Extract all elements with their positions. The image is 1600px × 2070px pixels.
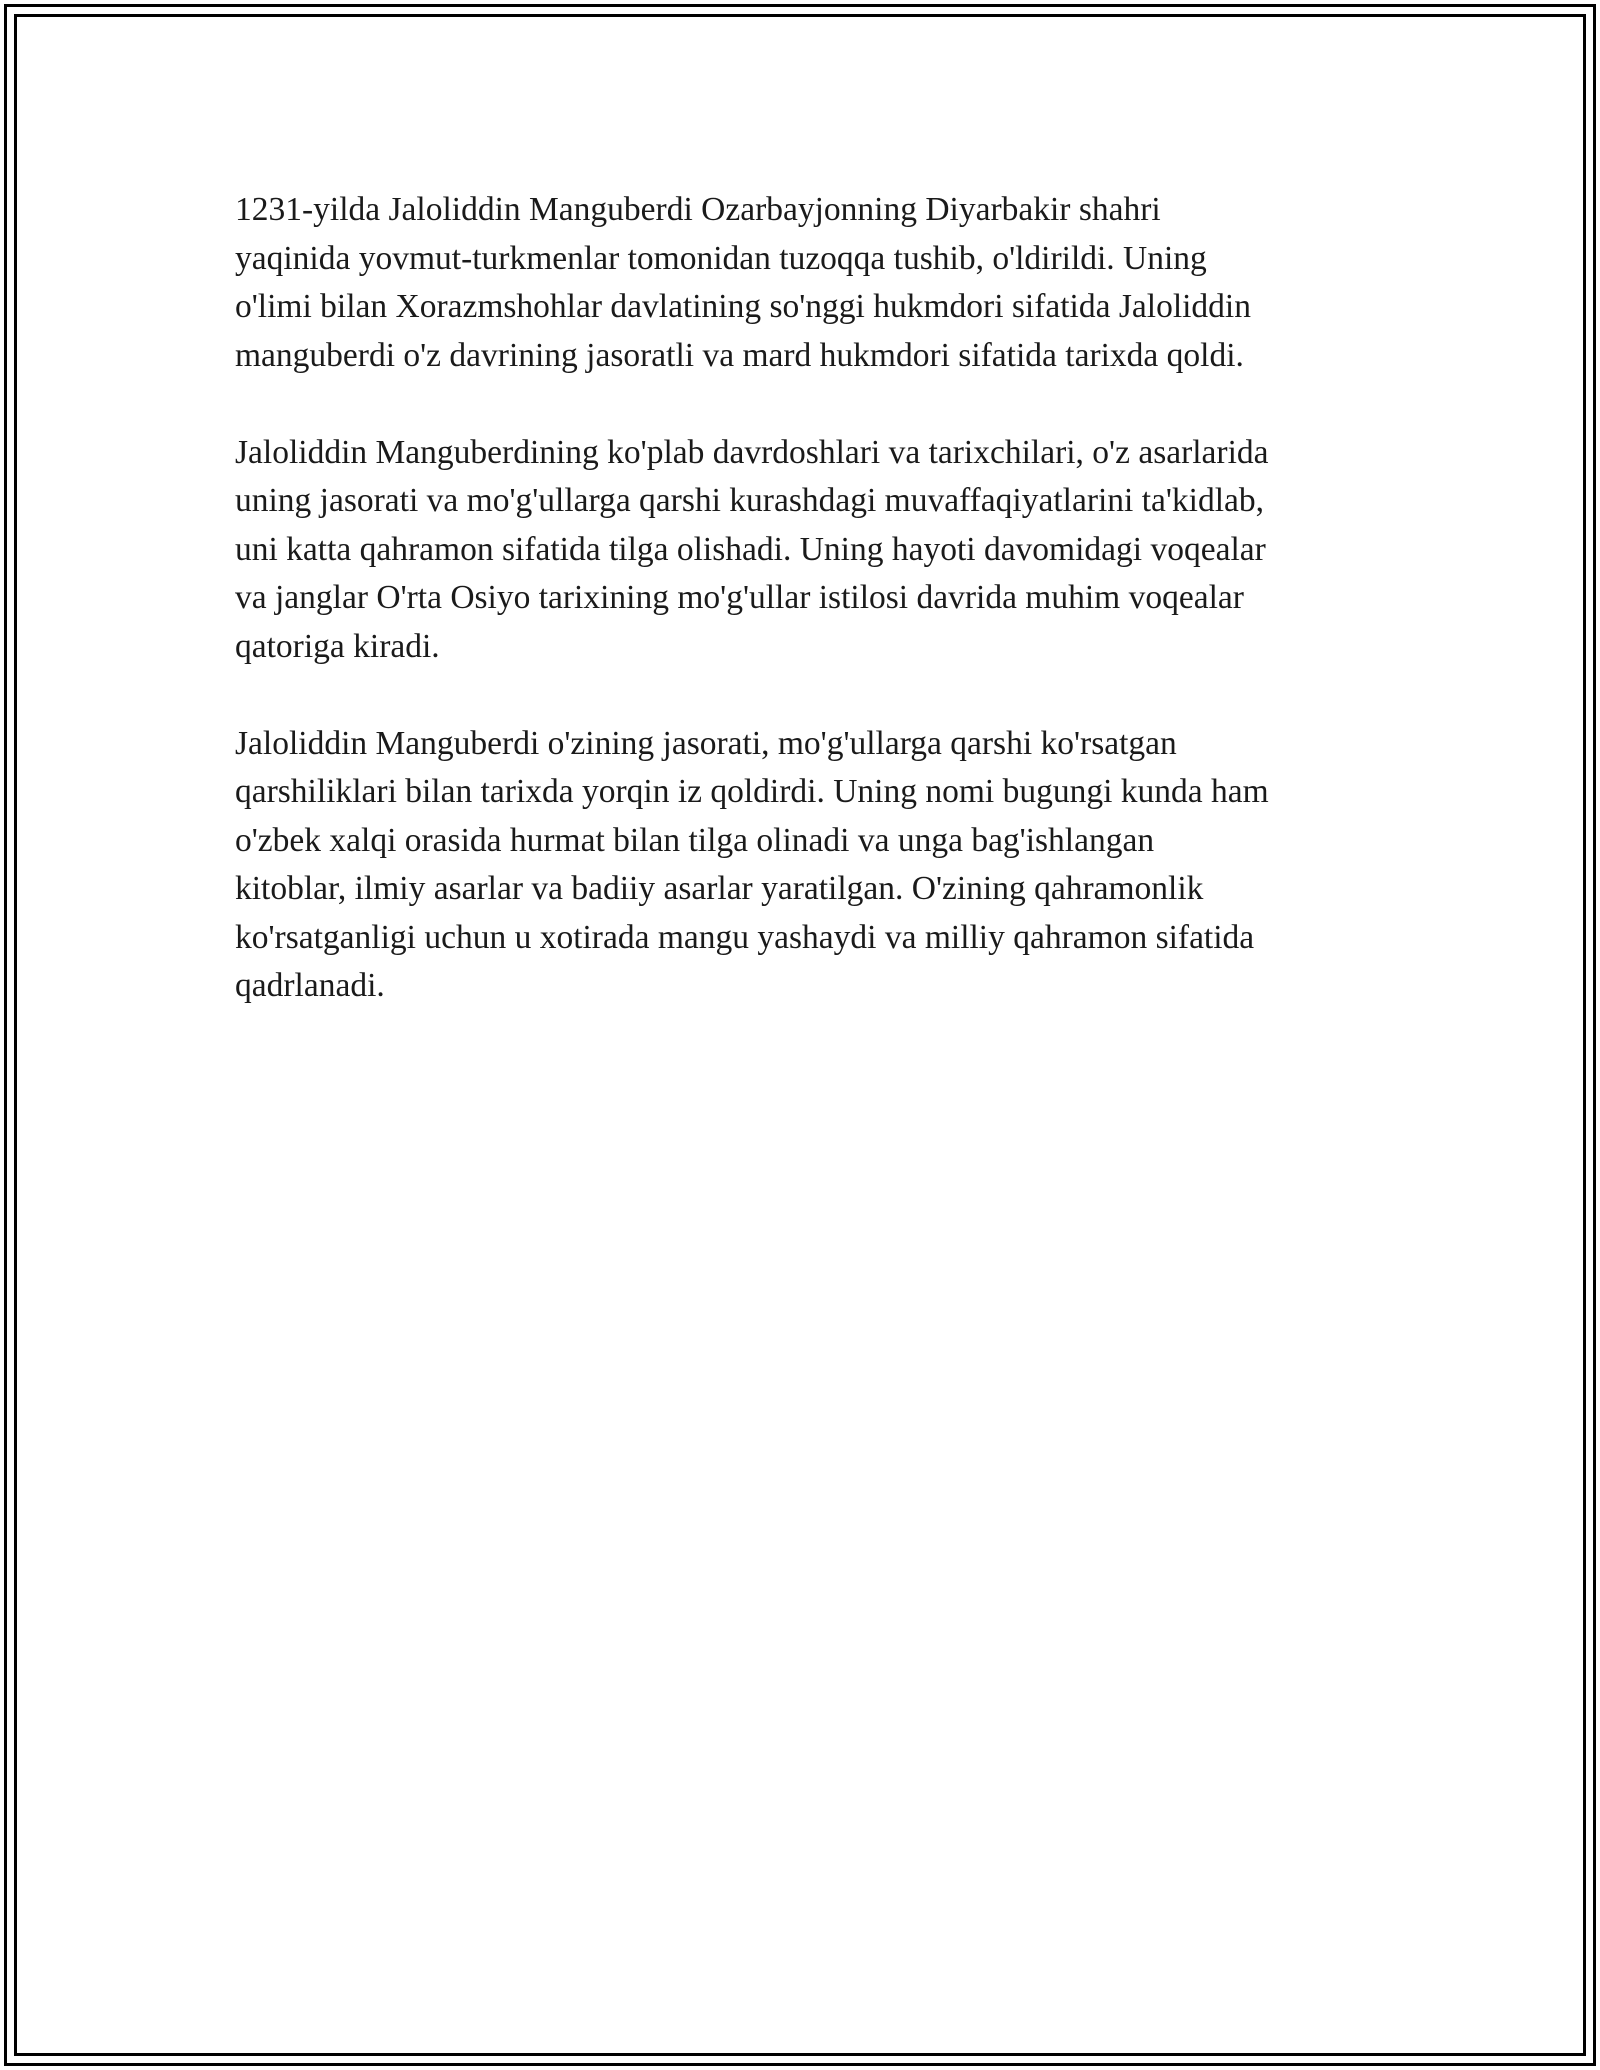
text-line: o'limi bilan Xorazmshohlar davlatining so'nggi hukmdori sifatida Jaloliddin <box>235 288 1251 325</box>
paragraph-3 <box>235 720 1375 1011</box>
text-line: Jaloliddin Manguberdi o'zining jasorati, mo'g'ullarga qarshi ko'rsatgan <box>235 724 1177 762</box>
text-line: qarshiliklari bilan tarixda yorqin iz qoldirdi. Uning nomi bugungi kunda ham <box>235 773 1269 810</box>
text-line: Jaloliddin Manguberdining ko'plab davrdoshlari va tarixchilari, o'z asarlarida <box>235 433 1269 471</box>
text-line: qadrlanadi. <box>235 967 385 1004</box>
text-line: uni katta qahramon sifatida tilga olishadi. Uning hayoti davomidagi voqealar <box>235 530 1266 568</box>
text-line: 1231-yilda Jaloliddin Manguberdi Ozarbayjonning Diyarbakir shahri <box>235 191 1161 228</box>
document-body <box>235 186 1375 1059</box>
text-line: uning jasorati va mo'g'ullarga qarshi kurashdagi muvaffaqiyatlarini ta'kidlab, <box>235 482 1265 519</box>
text-line: manguberdi o'z davrining jasoratli va mard hukmdori sifatida tarixda qoldi. <box>235 336 1244 374</box>
text-line: kitoblar, ilmiy asarlar va badiiy asarlar yaratilgan. O'zining qahramonlik <box>235 870 1204 907</box>
text-line: va janglar O'rta Osiyo tarixining mo'g'ullar istilosi davrida muhim voqealar <box>235 579 1244 616</box>
text-line: ko'rsatganligi uchun u xotirada mangu yashaydi va milliy qahramon sifatida <box>235 918 1255 956</box>
text-line: yaqinida yovmut-turkmenlar tomonidan tuzoqqa tushib, o'ldirildi. Uning <box>235 239 1207 277</box>
text-line: o'zbek xalqi orasida hurmat bilan tilga olinadi va unga bag'ishlangan <box>235 821 1155 859</box>
paragraph-1 <box>235 186 1375 380</box>
text-line: qatoriga kiradi. <box>235 627 440 665</box>
paragraph-2 <box>235 429 1375 672</box>
